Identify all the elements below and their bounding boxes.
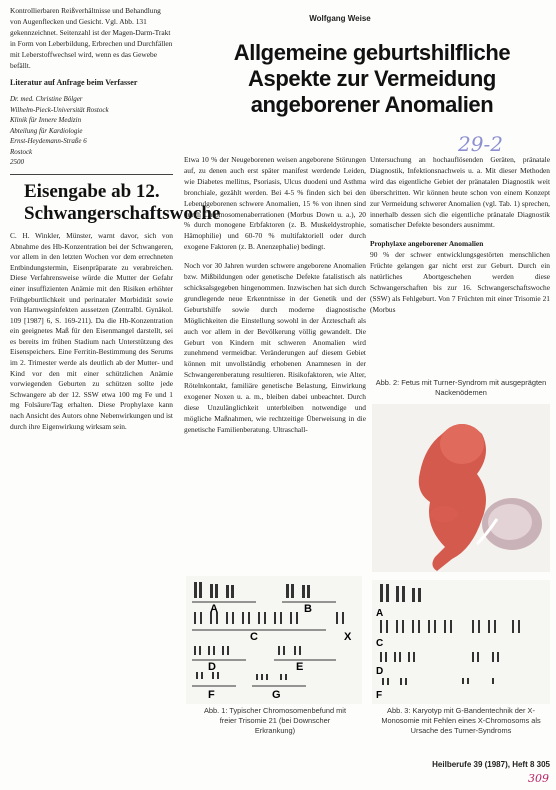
paragraph: Noch vor 30 Jahren wurden schwere angeborene Anomalien bzw. Mißbildungen oder genetische Defekte fatalistisch als schicksalsgegeben hingenommen. Inzwischen hat sich durch grundlegende neue Erkenntnisse in der Genetik und der Geburtshilfe sowie durch moderne diagnostische Möglichkeiten die Einstellung sowohl in der Ärzteschaft als auch vor allem in der Bevölkerung völlig gewandelt. Die Geburt von Kindern mit schweren Anomalien wird zunehmend vermeidbar. Veränderungen auf diesem Gebiet können mit unvollständig erhobenen Anamnesen in der Schwangerenberatung resultieren. Risikofaktoren, wie Alter, Rötelnkontakt, familiäre genetische Belastung, Einwirkung exogener Noxen u. a. m., bleiben dabei unbeachtet. Durch diese Unzulänglichkeit unterbleiben notwendige und mögliche Maßnahmen, wie rechtzeitige Überweisung in die genetische Familienberatung. Ultraschall- xyxy=(184,261,366,434)
karyo-label: A xyxy=(210,603,218,615)
figure-3-caption: Abb. 3: Karyotyp mit G-Bandentechnik der X-Monosomie mit Fehlen eines X-Chromosoms als Ursache des Turner-Syndroms xyxy=(381,706,541,735)
eisen-article-title: Eisengabe ab 12. Schwangerschaftswoche xyxy=(24,180,221,224)
address-line: Abteilung für Kardiologie xyxy=(10,126,83,135)
karyo-label: D xyxy=(208,661,216,673)
address-line: Dr. med. Christine Bölger xyxy=(10,95,83,104)
karyo-label: A xyxy=(376,608,384,619)
karyo-label: E xyxy=(296,661,304,673)
address-line: Wilhelm-Pieck-Universität Rostock xyxy=(10,105,109,114)
author-address xyxy=(10,94,173,168)
page-title: Allgemeine geburtshilfliche Aspekte zur Vermeidung angeborener Anomalien xyxy=(233,40,511,117)
address-line: Ernst-Heydemann-Straße 6 xyxy=(10,137,87,146)
author-name: Wolfgang Weise xyxy=(309,14,371,23)
karyo-label: G xyxy=(272,689,281,701)
karyo-label: B xyxy=(304,603,312,615)
article-column-3 xyxy=(370,155,550,324)
karyotype-x-monosomy xyxy=(372,580,550,704)
paragraph: Etwa 10 % der Neugeborenen weisen angeborene Störungen auf, zu denen auch erst später manifest werdende Leiden, wie Diabetes mellitus, Psoriasis, Ulcus duodeni und Asthma bronchiale, gezählt werden. Bei 4-5 % finden sich bei den Lebendgeborenen schwere Anomalien, 15 % von ihnen sind durch Chromosomenaberrationen (Morbus Down u. a.), 20 % durch monogene Erbfaktoren (z. B. Muskeldystrophie, Hämophilie) und 60-70 % multifaktoriell oder durch exogene Faktoren (z. B. Anenzephalie) bedingt. xyxy=(184,155,366,252)
karyo-label: C xyxy=(250,631,258,643)
address-line: Klinik für Innere Medizin xyxy=(10,116,82,125)
literature-note: Literatur auf Anfrage beim Verfasser xyxy=(10,78,138,88)
left-column xyxy=(10,6,221,432)
fetus-photo xyxy=(372,404,550,572)
karyo-label: F xyxy=(208,689,215,701)
paragraph: Untersuchung an hochauflösenden Geräten, pränatale Diagnostik, Infektionsnachweis u. a. Mit dieser Methoden wird das eigentliche Gebiet der pränatalen Diagnostik weit überschritten. Wir können heute schon von einem Konzept zur Vermeidung schwerer Anomalien (vgl. Tab. 1) sprechen, innerhalb dessen sich die eigentliche pränatale Diagnostik somatischer Defekte besonders ausnimmt. xyxy=(370,155,550,230)
intro-text: Kontrollierbaren Reißverhältnisse und Behandlung von Augenflecken und Gesicht. Vgl. Abb. 131 gekennzeichnet. Seitenzahl ist der Magen-Darm-Trakt in Form von Leberbildung, Erbrechen und Durchfällen mit Leberstoffwechsel wird, wenn es das Gewebe befällt. xyxy=(10,6,173,70)
karyo-label: F xyxy=(376,690,383,701)
figure-2-caption: Abb. 2: Fetus mit Turner-Syndrom mit ausgeprägten Nackenödemen xyxy=(375,378,547,397)
figure-1-caption: Abb. 1: Typischer Chromosomenbefund mit freier Trisomie 21 (bei Downscher Erkrankung) xyxy=(204,706,346,735)
eisen-article-body: C. H. Winkler, Münster, warnt davor, sich von Abnahme des Hb-Konzentration bei der Schwangeren, vor allem in den letzten Wochen vor dem errechneten Entbindungstermin, Eisenpräparate zu verabreichen. Diese Verfahrensweise würde die Mutter der Gefahr einer insuffizienten Anämie mit den Risiken erhöhter Frühgeburtlichkeit und perinataler Morbidität sowie von Harnwegsinfekten aussetzen (Zentralbl. Gynäkol. 109 [1987] 6, S. 169-211). Da die Hb-Konzentration ein geeignetes Maß für den Eisenmangel darstellt, sei es bereits im frühen Stadium nach Unterstützung des Eisenspeichers. Eine Ferritin-Bestimmung des Serums im 2. Trimester werde als deutlich ab der Mutter- und Kind vor den mit einer schützlichen Anämie vorwiegenden Geburten zu schützen sollte jede Schwangere ab der 12. SSW etwa 100 mg Fe und 1 mg Folsäure/Tag erhalten. Diese Prophylaxe kann nach Ansicht des Autors ohne Nebenwirkungen und ist durch ihre Eigenwirkung wirksam sein. xyxy=(10,230,173,431)
address-line: Rostock xyxy=(10,147,33,156)
karyogram-trisomy-21 xyxy=(186,576,362,704)
karyo-label: X xyxy=(344,631,352,643)
handwritten-number: 29-2 xyxy=(458,132,503,156)
article-column-2 xyxy=(184,155,366,444)
paragraph: 90 % der schwer entwicklungsgestörten menschlichen Früchte gelangen gar nicht erst zur Geburt. Durch ein natürliches Abortgeschehen werden diese Schwangerschaften bis zur 16. Schwangerschaftswoche (SSW) als Fehlgeburt. Von 7 Früchten mit einer Trisomie 21 (Morbus xyxy=(370,250,550,314)
karyo-label: C xyxy=(376,638,384,649)
address-line: 2500 xyxy=(10,158,24,167)
handwritten-page-number: 309 xyxy=(528,772,549,785)
karyo-label: D xyxy=(376,666,384,677)
divider xyxy=(10,174,173,175)
page-footer: Heilberufe 39 (1987), Heft 8 305 xyxy=(432,760,550,769)
section-heading: Prophylaxe angeborener Anomalien xyxy=(370,239,484,249)
